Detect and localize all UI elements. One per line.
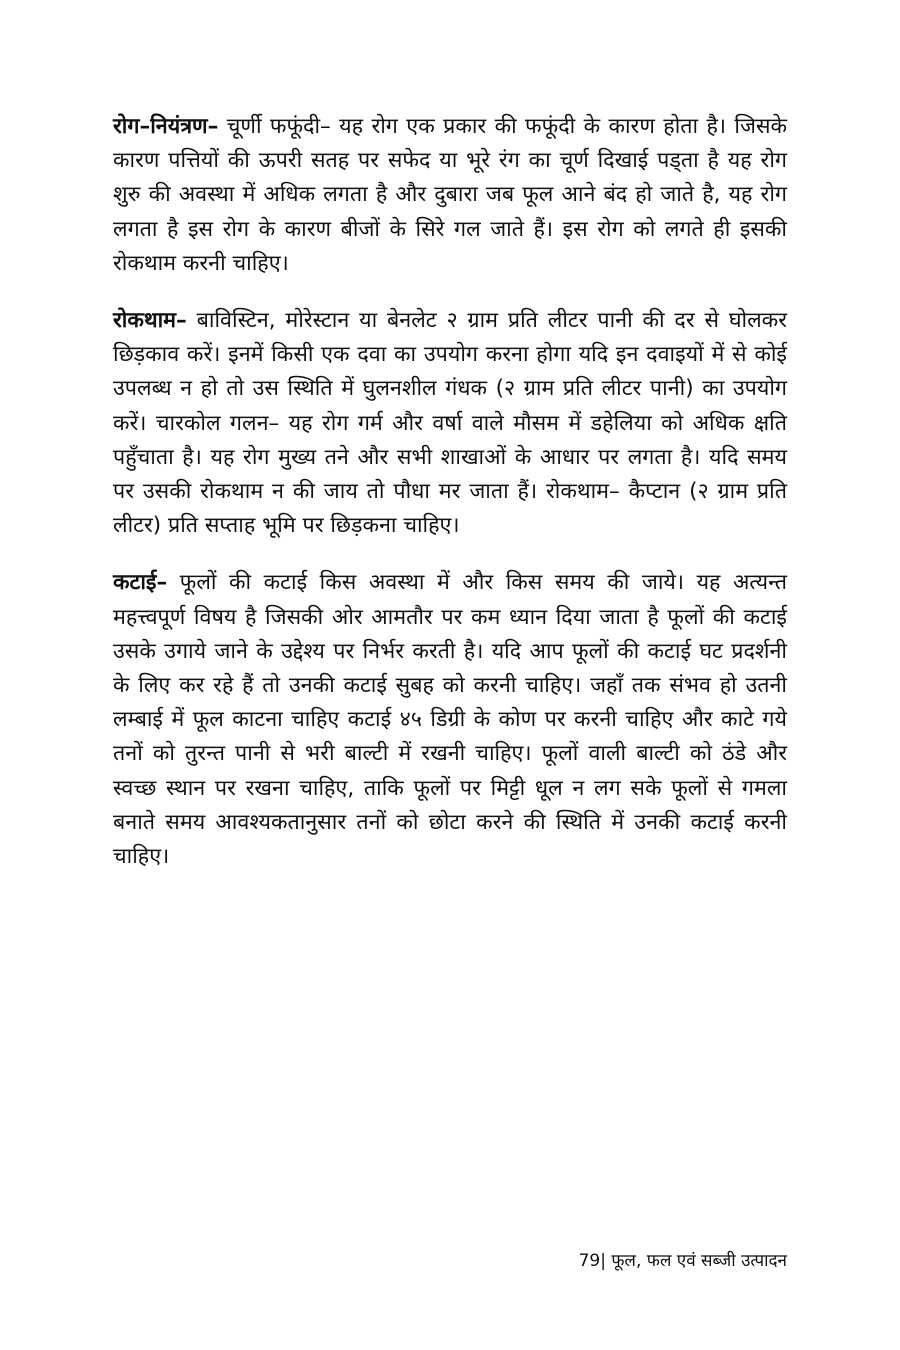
paragraph-text: बाविस्टिन, मोरेस्टान या बेनलेट २ ग्राम प्रति लीटर पानी की दर से घोलकर छिड़काव करें। इनमें किसी एक दवा का उपयोग करना होगा यदि इन दवाइयों में से कोई उपलब्ध न हो तो उस स्थिति में घुलनशील गंधक (२ ग्राम प्रति लीटर पानी) का उपयोग करें। चारकोल गलन– यह रोग गर्म और वर्षा वाले मौसम में डहेलिया को अधिक क्षति पहुँचाता है। यह रोग मुख्य तने और सभी शाखाओं के आधार पर लगता है। यदि समय पर उसकी रोकथाम न की जाय तो पौधा मर जाता हैं। रोकथाम– कैप्टान (२ ग्राम प्रति लीटर) प्रति सप्ताह भूमि पर छिड़कना चाहिए।: [113, 308, 787, 539]
page-footer: 79| फूल, फल एवं सब्जी उत्पादन: [578, 1251, 787, 1271]
paragraph-harvesting: [113, 566, 787, 874]
paragraph-heading: रोग–नियंत्रण–: [113, 114, 219, 139]
paragraph-heading: कटाई–: [113, 570, 168, 596]
paragraph-prevention: [113, 304, 787, 543]
paragraph-heading: रोकथाम–: [113, 308, 187, 334]
paragraph-text: फूलों की कटाई किस अवस्था में और किस समय की जाये। यह अत्यन्त महत्त्वपूर्ण विषय है जिसकी ओर आमतौर पर कम ध्यान दिया जाता है फूलों की कटाई उसके उगाये जाने के उद्देश्य पर निर्भर करती है। यदि आप फूलों की कटाई घट प्रदर्शनी के लिए कर रहे हैं तो उनकी कटाई सुबह को करनी चाहिए। जहाँ तक संभव हो उतनी लम्बाई में फूल काटना चाहिए कटाई ४५ डिग्री के कोण पर करनी चाहिए और काटे गये तनों को तुरन्त पानी से भरी बाल्टी में रखनी चाहिए। फूलों वाली बाल्टी को ठंडे और स्वच्छ स्थान पर रखना चाहिए, ताकि फूलों पर मिट्टी धूल न लग सके फूलों से गमला बनाते समय आवश्यकतानुसार तनों को छोटा करने की स्थिति में उनकी कटाई करनी चाहिए।: [113, 570, 787, 870]
paragraph-text: चूर्णी फफूंदी– यह रोग एक प्रकार की फफूंदी के कारण होता है। जिसके कारण पत्तियों की ऊपरी सतह पर सफेद या भूरे रंग का चूर्ण दिखाई पड्ता है यह रोग शुरु की अवस्था में अधिक लगता है और दुबारा जब फूल आने बंद हो जाते है, यह रोग लगता है इस रोग के कारण बीजों के सिरे गल जाते हैं। इस रोग को लगते ही इसकी रोकथाम करनी चाहिए।: [113, 114, 787, 276]
paragraph-disease-control: [113, 110, 787, 281]
page-body: [113, 110, 787, 897]
